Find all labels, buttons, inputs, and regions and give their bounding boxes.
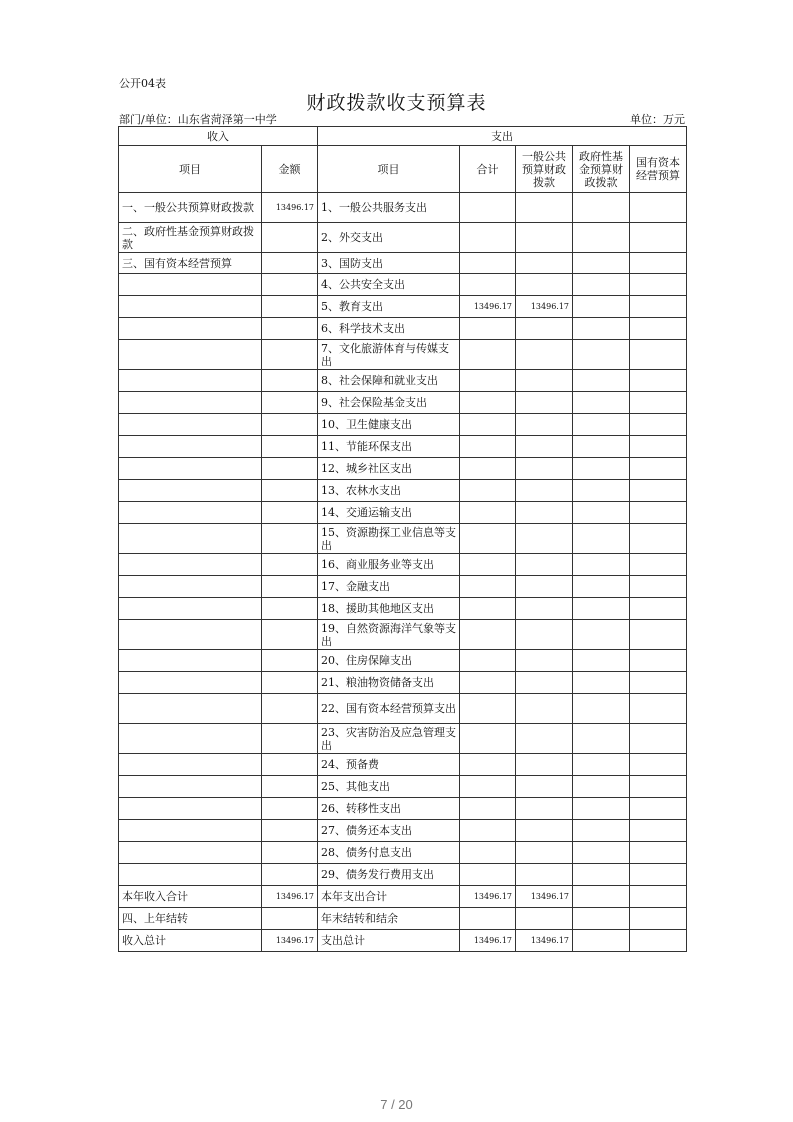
total-cell: [460, 908, 516, 930]
table-row: [119, 193, 687, 223]
gov-fund-cell: [573, 724, 630, 754]
table-row: [119, 458, 687, 480]
state-capital-cell: [630, 930, 687, 952]
general-budget-cell: [516, 576, 573, 598]
table-row: [119, 502, 687, 524]
income-amount-cell: [262, 576, 318, 598]
income-item-cell: 四、上年结转: [119, 908, 262, 930]
general-budget-cell: [516, 694, 573, 724]
gov-fund-cell: [573, 798, 630, 820]
gov-fund-cell: [573, 908, 630, 930]
gov-fund-cell: [573, 274, 630, 296]
income-amount-cell: [262, 524, 318, 554]
state-capital-cell: [630, 193, 687, 223]
table-row: [119, 392, 687, 414]
expense-item-cell: 24、预备费: [318, 754, 460, 776]
total-cell: [460, 798, 516, 820]
expense-item-cell: 22、国有资本经营预算支出: [318, 694, 460, 724]
income-item-cell: [119, 864, 262, 886]
expense-item-cell: 13、农林水支出: [318, 480, 460, 502]
expense-item-cell: 20、住房保障支出: [318, 650, 460, 672]
total-cell: [460, 414, 516, 436]
gov-fund-cell: [573, 598, 630, 620]
general-budget-cell: [516, 820, 573, 842]
state-capital-cell: [630, 576, 687, 598]
income-amount-cell: [262, 458, 318, 480]
income-amount-cell: [262, 650, 318, 672]
general-budget-cell: [516, 672, 573, 694]
state-capital-cell: [630, 798, 687, 820]
table-row: [119, 798, 687, 820]
income-amount-cell: [262, 820, 318, 842]
state-capital-cell: [630, 370, 687, 392]
total-cell: [460, 223, 516, 253]
form-code: 公开04表: [119, 77, 166, 90]
expense-item-cell: 8、社会保障和就业支出: [318, 370, 460, 392]
income-item-cell: [119, 296, 262, 318]
col-gov-fund: 政府性基金预算财政拨款: [573, 146, 630, 193]
general-budget-cell: [516, 502, 573, 524]
state-capital-cell: [630, 223, 687, 253]
table-row: [119, 820, 687, 842]
expense-item-cell: 4、公共安全支出: [318, 274, 460, 296]
gov-fund-cell: [573, 650, 630, 672]
expense-item-cell: 18、援助其他地区支出: [318, 598, 460, 620]
col-expense-item: 项目: [318, 146, 460, 193]
income-amount-cell: [262, 776, 318, 798]
table-row: [119, 223, 687, 253]
general-budget-cell: [516, 554, 573, 576]
general-budget-cell: [516, 392, 573, 414]
gov-fund-cell: [573, 672, 630, 694]
expense-item-cell: 16、商业服务业等支出: [318, 554, 460, 576]
table-row: [119, 436, 687, 458]
income-amount-cell: [262, 598, 318, 620]
gov-fund-cell: [573, 436, 630, 458]
gov-fund-cell: [573, 620, 630, 650]
expense-item-cell: 1、一般公共服务支出: [318, 193, 460, 223]
state-capital-cell: [630, 392, 687, 414]
gov-fund-cell: [573, 554, 630, 576]
income-item-cell: [119, 480, 262, 502]
expense-item-cell: 7、文化旅游体育与传媒支出: [318, 340, 460, 370]
state-capital-cell: [630, 458, 687, 480]
expense-item-cell: 26、转移性支出: [318, 798, 460, 820]
income-item-cell: [119, 340, 262, 370]
state-capital-cell: [630, 340, 687, 370]
total-cell: [460, 864, 516, 886]
total-cell: [460, 458, 516, 480]
expense-item-cell: 23、灾害防治及应急管理支出: [318, 724, 460, 754]
income-item-cell: [119, 620, 262, 650]
income-amount-cell: [262, 318, 318, 340]
income-section-header: 收入: [119, 127, 318, 146]
gov-fund-cell: [573, 820, 630, 842]
general-budget-cell: [516, 370, 573, 392]
expense-item-cell: 19、自然资源海洋气象等支出: [318, 620, 460, 650]
state-capital-cell: [630, 253, 687, 274]
expense-item-cell: 11、节能环保支出: [318, 436, 460, 458]
total-cell: [460, 776, 516, 798]
state-capital-cell: [630, 650, 687, 672]
state-capital-cell: [630, 820, 687, 842]
col-total: 合计: [460, 146, 516, 193]
income-amount-cell: [262, 502, 318, 524]
total-cell: [460, 724, 516, 754]
income-item-cell: [119, 820, 262, 842]
income-amount-cell: [262, 554, 318, 576]
gov-fund-cell: [573, 864, 630, 886]
general-budget-cell: [516, 776, 573, 798]
total-cell: [460, 480, 516, 502]
income-item-cell: 本年收入合计: [119, 886, 262, 908]
total-cell: [460, 842, 516, 864]
table-row: [119, 930, 687, 952]
state-capital-cell: [630, 436, 687, 458]
total-cell: [460, 318, 516, 340]
total-cell: [460, 436, 516, 458]
total-cell: [460, 370, 516, 392]
expense-item-cell: 14、交通运输支出: [318, 502, 460, 524]
income-item-cell: 一、一般公共预算财政拨款: [119, 193, 262, 223]
col-income-amount: 金额: [262, 146, 318, 193]
department-label: 部门/单位：山东省菏泽第一中学: [119, 113, 277, 126]
income-item-cell: [119, 458, 262, 480]
state-capital-cell: [630, 620, 687, 650]
expense-item-cell: 21、粮油物资储备支出: [318, 672, 460, 694]
state-capital-cell: [630, 776, 687, 798]
state-capital-cell: [630, 864, 687, 886]
gov-fund-cell: [573, 193, 630, 223]
gov-fund-cell: [573, 223, 630, 253]
expense-item-cell: 28、债务付息支出: [318, 842, 460, 864]
income-item-cell: [119, 274, 262, 296]
income-amount-cell: [262, 340, 318, 370]
expense-item-cell: 支出总计: [318, 930, 460, 952]
table-row: [119, 524, 687, 554]
general-budget-cell: [516, 193, 573, 223]
state-capital-cell: [630, 908, 687, 930]
gov-fund-cell: [573, 318, 630, 340]
income-amount-cell: [262, 253, 318, 274]
general-budget-cell: [516, 842, 573, 864]
col-general-budget: 一般公共预算财政拨款: [516, 146, 573, 193]
gov-fund-cell: [573, 370, 630, 392]
col-state-capital: 国有资本经营预算: [630, 146, 687, 193]
income-amount-cell: [262, 864, 318, 886]
total-cell: [460, 598, 516, 620]
income-item-cell: [119, 524, 262, 554]
col-income-item: 项目: [119, 146, 262, 193]
income-amount-cell: [262, 908, 318, 930]
table-row: [119, 370, 687, 392]
expense-item-cell: 17、金融支出: [318, 576, 460, 598]
income-amount-cell: [262, 798, 318, 820]
state-capital-cell: [630, 694, 687, 724]
total-cell: [460, 502, 516, 524]
state-capital-cell: [630, 480, 687, 502]
gov-fund-cell: [573, 253, 630, 274]
gov-fund-cell: [573, 694, 630, 724]
income-amount-cell: [262, 223, 318, 253]
expense-item-cell: 12、城乡社区支出: [318, 458, 460, 480]
table-row: [119, 554, 687, 576]
table-row: [119, 253, 687, 274]
income-item-cell: [119, 576, 262, 598]
state-capital-cell: [630, 842, 687, 864]
table-row: [119, 672, 687, 694]
state-capital-cell: [630, 296, 687, 318]
table-row: [119, 724, 687, 754]
state-capital-cell: [630, 524, 687, 554]
expense-item-cell: 27、债务还本支出: [318, 820, 460, 842]
general-budget-cell: [516, 274, 573, 296]
income-amount-cell: 13496.17: [262, 930, 318, 952]
general-budget-cell: [516, 480, 573, 502]
income-amount-cell: [262, 274, 318, 296]
table-row: [119, 576, 687, 598]
general-budget-cell: 13496.17: [516, 886, 573, 908]
state-capital-cell: [630, 502, 687, 524]
income-amount-cell: [262, 620, 318, 650]
expense-section-header: 支出: [318, 127, 687, 146]
table-row: [119, 754, 687, 776]
state-capital-cell: [630, 318, 687, 340]
gov-fund-cell: [573, 754, 630, 776]
table-row: [119, 274, 687, 296]
total-cell: [460, 694, 516, 724]
total-cell: 13496.17: [460, 886, 516, 908]
gov-fund-cell: [573, 458, 630, 480]
income-amount-cell: [262, 414, 318, 436]
table-row: [119, 318, 687, 340]
general-budget-cell: [516, 253, 573, 274]
gov-fund-cell: [573, 886, 630, 908]
budget-table: [118, 126, 687, 952]
income-item-cell: [119, 776, 262, 798]
expense-item-cell: 9、社会保险基金支出: [318, 392, 460, 414]
page-title: 财政拨款收支预算表: [306, 92, 487, 114]
income-item-cell: [119, 392, 262, 414]
general-budget-cell: [516, 524, 573, 554]
gov-fund-cell: [573, 340, 630, 370]
expense-item-cell: 15、资源勘探工业信息等支出: [318, 524, 460, 554]
income-amount-cell: 13496.17: [262, 193, 318, 223]
total-cell: [460, 274, 516, 296]
total-cell: 13496.17: [460, 930, 516, 952]
expense-item-cell: 2、外交支出: [318, 223, 460, 253]
income-item-cell: [119, 370, 262, 392]
table-row: [119, 480, 687, 502]
table-row: [119, 296, 687, 318]
gov-fund-cell: [573, 842, 630, 864]
income-amount-cell: [262, 694, 318, 724]
total-cell: [460, 820, 516, 842]
expense-item-cell: 25、其他支出: [318, 776, 460, 798]
total-cell: [460, 524, 516, 554]
income-amount-cell: [262, 370, 318, 392]
income-amount-cell: [262, 296, 318, 318]
income-item-cell: 收入总计: [119, 930, 262, 952]
state-capital-cell: [630, 414, 687, 436]
state-capital-cell: [630, 754, 687, 776]
income-item-cell: [119, 694, 262, 724]
income-item-cell: [119, 598, 262, 620]
income-item-cell: [119, 502, 262, 524]
table-row: [119, 340, 687, 370]
table-row: [119, 620, 687, 650]
income-item-cell: [119, 650, 262, 672]
total-cell: [460, 554, 516, 576]
total-cell: [460, 392, 516, 414]
state-capital-cell: [630, 672, 687, 694]
general-budget-cell: [516, 598, 573, 620]
page-indicator: 7 / 20: [380, 1097, 413, 1112]
general-budget-cell: [516, 458, 573, 480]
expense-item-cell: 6、科学技术支出: [318, 318, 460, 340]
table-row: [119, 598, 687, 620]
gov-fund-cell: [573, 524, 630, 554]
table-row: [119, 864, 687, 886]
income-amount-cell: 13496.17: [262, 886, 318, 908]
general-budget-cell: [516, 318, 573, 340]
total-cell: [460, 754, 516, 776]
gov-fund-cell: [573, 392, 630, 414]
income-item-cell: [119, 414, 262, 436]
income-item-cell: [119, 436, 262, 458]
general-budget-cell: [516, 414, 573, 436]
total-cell: [460, 620, 516, 650]
income-amount-cell: [262, 842, 318, 864]
total-cell: [460, 253, 516, 274]
general-budget-cell: [516, 650, 573, 672]
expense-item-cell: 年末结转和结余: [318, 908, 460, 930]
expense-item-cell: 5、教育支出: [318, 296, 460, 318]
gov-fund-cell: [573, 414, 630, 436]
table-row: [119, 908, 687, 930]
state-capital-cell: [630, 274, 687, 296]
income-amount-cell: [262, 724, 318, 754]
income-item-cell: 二、政府性基金预算财政拨款: [119, 223, 262, 253]
state-capital-cell: [630, 724, 687, 754]
state-capital-cell: [630, 554, 687, 576]
state-capital-cell: [630, 886, 687, 908]
income-item-cell: [119, 798, 262, 820]
gov-fund-cell: [573, 776, 630, 798]
income-amount-cell: [262, 392, 318, 414]
income-item-cell: [119, 672, 262, 694]
gov-fund-cell: [573, 480, 630, 502]
general-budget-cell: [516, 223, 573, 253]
gov-fund-cell: [573, 296, 630, 318]
income-amount-cell: [262, 672, 318, 694]
general-budget-cell: [516, 620, 573, 650]
income-item-cell: [119, 754, 262, 776]
general-budget-cell: 13496.17: [516, 930, 573, 952]
income-item-cell: [119, 554, 262, 576]
general-budget-cell: [516, 754, 573, 776]
general-budget-cell: [516, 908, 573, 930]
table-row: [119, 650, 687, 672]
gov-fund-cell: [573, 930, 630, 952]
total-cell: [460, 672, 516, 694]
expense-item-cell: 3、国防支出: [318, 253, 460, 274]
gov-fund-cell: [573, 576, 630, 598]
income-item-cell: [119, 724, 262, 754]
income-item-cell: [119, 318, 262, 340]
total-cell: 13496.17: [460, 296, 516, 318]
income-item-cell: 三、国有资本经营预算: [119, 253, 262, 274]
general-budget-cell: [516, 864, 573, 886]
general-budget-cell: [516, 798, 573, 820]
general-budget-cell: [516, 340, 573, 370]
income-amount-cell: [262, 480, 318, 502]
table-row: [119, 842, 687, 864]
general-budget-cell: 13496.17: [516, 296, 573, 318]
general-budget-cell: [516, 724, 573, 754]
gov-fund-cell: [573, 502, 630, 524]
table-row: [119, 776, 687, 798]
table-row: [119, 886, 687, 908]
general-budget-cell: [516, 436, 573, 458]
expense-item-cell: 本年支出合计: [318, 886, 460, 908]
total-cell: [460, 650, 516, 672]
unit-label: 单位：万元: [630, 113, 685, 126]
income-item-cell: [119, 842, 262, 864]
income-amount-cell: [262, 436, 318, 458]
expense-item-cell: 10、卫生健康支出: [318, 414, 460, 436]
expense-item-cell: 29、债务发行费用支出: [318, 864, 460, 886]
total-cell: [460, 193, 516, 223]
total-cell: [460, 340, 516, 370]
total-cell: [460, 576, 516, 598]
table-row: [119, 414, 687, 436]
table-row: [119, 694, 687, 724]
state-capital-cell: [630, 598, 687, 620]
income-amount-cell: [262, 754, 318, 776]
